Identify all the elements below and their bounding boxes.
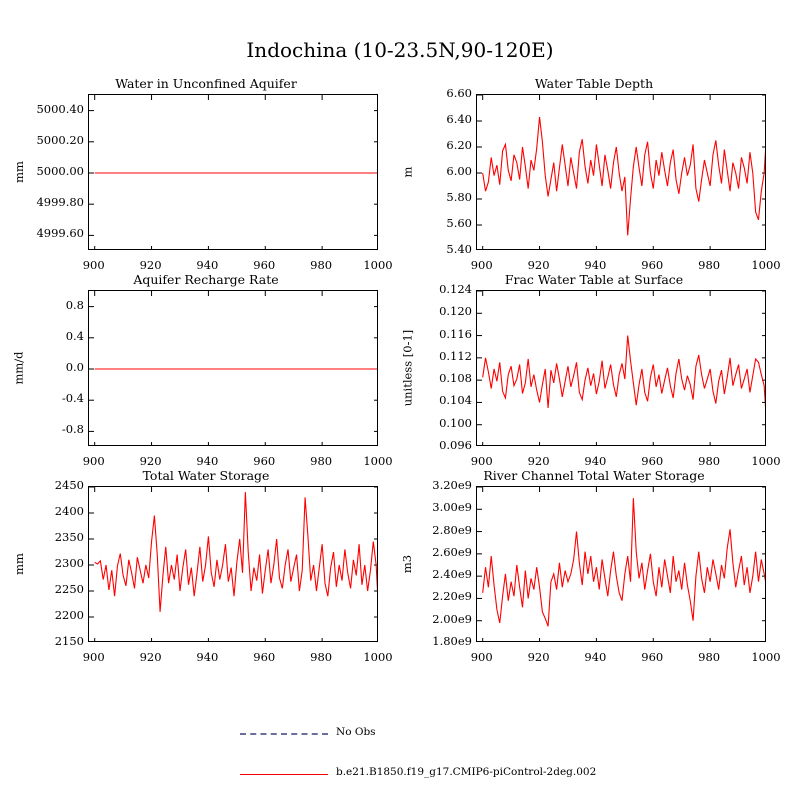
x-tick-label: 940 [584, 650, 607, 664]
legend [0, 725, 800, 795]
y-tick-label: 4999.80 [36, 195, 84, 210]
y-axis-label-4: mm [12, 553, 26, 575]
y-tick-label: 5000.20 [36, 132, 84, 147]
plot-area-1 [476, 94, 766, 250]
plot-area-3 [476, 290, 766, 446]
data-series-line [483, 498, 766, 626]
chart-title-3: Frac Water Table at Surface [504, 272, 684, 287]
plot-svg-5 [477, 487, 766, 642]
y-tick-label: 2.20e9 [432, 589, 472, 604]
y-tick-label: 0.0 [65, 360, 84, 374]
x-tick-label: 940 [584, 258, 607, 272]
y-tick-label: 5000.40 [36, 101, 84, 116]
y-tick-label: 2.80e9 [432, 522, 472, 537]
x-tick-label: 960 [253, 454, 276, 468]
x-tick-label: 1000 [751, 454, 781, 468]
x-tick-label: 980 [698, 454, 721, 468]
y-tick-label: 2250 [54, 582, 84, 596]
y-tick-label: 6.60 [446, 86, 472, 100]
legend-swatch-dashed [240, 733, 328, 735]
chart-panel-water-table-depth [400, 76, 784, 276]
x-tick-label: 980 [310, 258, 333, 272]
y-tick-label: 2450 [54, 478, 84, 492]
chart-panel-frac-water-table-at-surface [400, 272, 784, 472]
x-tick-label: 900 [82, 650, 105, 664]
y-tick-label: 5000.00 [36, 164, 84, 178]
x-tick-label: 940 [584, 454, 607, 468]
legend-label-1: b.e21.B1850.f19_g17.CMIP6-piControl-2deg.002 [336, 766, 597, 778]
data-series-line [483, 117, 766, 235]
y-tick-label: 2300 [54, 556, 84, 570]
y-tick-label: 4999.60 [36, 226, 84, 241]
data-series-line [95, 492, 378, 619]
y-tick-label: 0.112 [439, 348, 472, 363]
x-tick-label: 920 [139, 650, 162, 664]
y-tick-label: 6.40 [446, 112, 472, 126]
legend-label-0: No Obs [336, 726, 376, 738]
y-tick-label: 5.40 [446, 242, 472, 256]
y-tick-label: 2400 [54, 504, 84, 518]
plot-area-0 [88, 94, 378, 250]
chart-title-5: River Channel Total Water Storage [483, 468, 705, 483]
x-tick-label: 900 [82, 258, 105, 272]
chart-panel-water-in-unconfined-aquifer [12, 76, 396, 276]
y-axis-label-5: m3 [400, 554, 415, 574]
y-tick-label: 1.80e9 [432, 634, 472, 648]
x-tick-label: 980 [698, 258, 721, 272]
x-tick-label: 960 [641, 258, 664, 272]
x-tick-label: 920 [139, 454, 162, 468]
y-tick-label: 2.40e9 [432, 567, 472, 582]
chart-title-2: Aquifer Recharge Rate [133, 272, 279, 287]
y-tick-label: 0.8 [65, 297, 84, 312]
x-tick-label: 960 [641, 454, 664, 468]
y-tick-label: 2.60e9 [432, 544, 472, 559]
y-tick-label: 5.60 [446, 216, 472, 230]
x-tick-label: 900 [82, 454, 105, 468]
plot-area-4 [88, 486, 378, 642]
legend-item-model-run [240, 765, 660, 783]
plot-svg-2 [89, 291, 378, 446]
x-tick-label: 920 [527, 650, 550, 664]
legend-swatch-solid [240, 774, 328, 775]
x-tick-label: 900 [470, 258, 493, 272]
x-tick-label: 940 [196, 454, 219, 468]
chart-panel-river-channel-total-water-storage [400, 468, 784, 668]
y-tick-label: -0.4 [61, 391, 84, 406]
x-tick-label: 960 [253, 258, 276, 272]
y-tick-label: 2350 [54, 530, 84, 544]
x-tick-label: 900 [470, 650, 493, 664]
chart-panel-total-water-storage [12, 468, 396, 668]
x-tick-label: 980 [698, 650, 721, 664]
x-tick-label: 920 [527, 258, 550, 272]
y-tick-label: 0.116 [439, 326, 472, 341]
y-tick-label: 0.4 [65, 328, 84, 343]
y-tick-label: 3.00e9 [432, 500, 472, 515]
chart-title-4: Total Water Storage [142, 468, 270, 483]
y-tick-label: 0.096 [439, 438, 472, 452]
y-axis-label-1: m [400, 166, 414, 178]
y-axis-label-2: mm/d [12, 351, 27, 385]
x-tick-label: 1000 [751, 258, 781, 272]
plot-svg-4 [89, 487, 378, 642]
plot-area-5 [476, 486, 766, 642]
chart-title-0: Water in Unconfined Aquifer [115, 76, 297, 91]
y-tick-label: 0.100 [439, 415, 472, 430]
y-axis-label-0: mm [12, 161, 26, 183]
x-tick-label: 1000 [363, 650, 393, 664]
y-tick-label: 0.120 [439, 304, 472, 319]
y-tick-label: 0.104 [439, 393, 472, 408]
chart-panel-aquifer-recharge-rate [12, 272, 396, 472]
plot-svg-3 [477, 291, 766, 446]
plot-area-2 [88, 290, 378, 446]
y-tick-label: 5.80 [446, 190, 472, 204]
x-tick-label: 1000 [751, 650, 781, 664]
x-tick-label: 940 [196, 258, 219, 272]
x-tick-label: 960 [253, 650, 276, 664]
x-tick-label: 960 [641, 650, 664, 664]
plot-svg-0 [89, 95, 378, 250]
x-tick-label: 980 [310, 650, 333, 664]
x-tick-label: 1000 [363, 258, 393, 272]
y-tick-label: 6.20 [446, 138, 472, 152]
plot-svg-1 [477, 95, 766, 250]
x-tick-label: 940 [196, 650, 219, 664]
y-tick-label: 2150 [54, 634, 84, 648]
x-tick-label: 1000 [363, 454, 393, 468]
chart-title-1: Water Table Depth [534, 76, 654, 91]
y-tick-label: 3.20e9 [432, 478, 472, 492]
y-tick-label: 2.00e9 [432, 611, 472, 626]
y-axis-label-3: unitless [0-1] [400, 329, 415, 407]
y-tick-label: 6.00 [446, 164, 472, 178]
legend-item-no-obs [240, 725, 660, 743]
y-tick-label: 2200 [54, 608, 84, 622]
page-title: Indochina (10-23.5N,90-120E) [246, 38, 554, 62]
y-tick-label: 0.108 [439, 371, 472, 386]
y-tick-label: 0.124 [439, 282, 472, 296]
x-tick-label: 900 [470, 454, 493, 468]
data-series-line [483, 336, 766, 431]
x-tick-label: 920 [139, 258, 162, 272]
x-tick-label: 980 [310, 454, 333, 468]
x-tick-label: 920 [527, 454, 550, 468]
y-tick-label: -0.8 [61, 422, 84, 437]
